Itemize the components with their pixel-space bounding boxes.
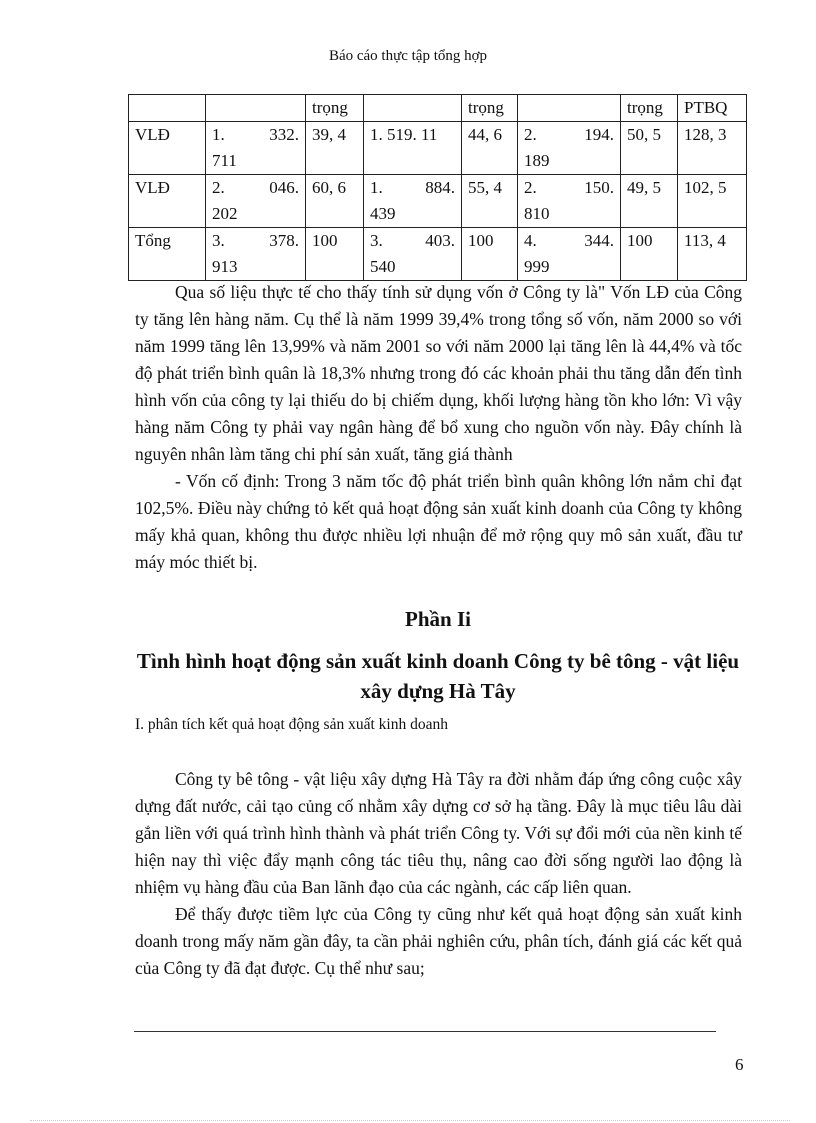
value-part: 913 — [212, 257, 238, 276]
header-cell — [129, 95, 206, 122]
value-cell — [364, 228, 462, 281]
value-part: 378. — [269, 231, 299, 250]
value-part: 4. — [524, 231, 537, 250]
value-cell — [364, 122, 462, 175]
value-cell — [518, 122, 621, 175]
value-part: 202 — [212, 204, 238, 223]
header-cell: trọng — [462, 95, 518, 122]
percent-cell: 100 — [462, 228, 518, 281]
value-part: 2. — [212, 178, 225, 197]
value-part: 189 — [524, 151, 550, 170]
percent-cell: 55, 4 — [462, 175, 518, 228]
header-cell: PTBQ — [678, 95, 747, 122]
section-label: Phần Ii — [405, 607, 471, 631]
table-row — [129, 228, 747, 281]
table-header-row — [129, 95, 747, 122]
value-part: 2. — [524, 178, 537, 197]
percent-cell: 44, 6 — [462, 122, 518, 175]
value-part: 1. — [370, 178, 383, 197]
value-cell — [364, 175, 462, 228]
header-cell: trọng — [621, 95, 678, 122]
percent-cell: 39, 4 — [306, 122, 364, 175]
percent-cell: 50, 5 — [621, 122, 678, 175]
value-part: 150. — [584, 178, 614, 197]
value-cell — [206, 175, 306, 228]
value-part: 2. — [524, 125, 537, 144]
value-part: 810 — [524, 204, 550, 223]
page-header: Báo cáo thực tập tổng hợp — [328, 48, 488, 64]
ptbq-cell: 102, 5 — [678, 175, 747, 228]
value-part: 1. — [212, 125, 225, 144]
intro-text — [135, 766, 742, 982]
capital-table — [128, 94, 747, 281]
row-label: VLĐ — [129, 122, 206, 175]
percent-cell: 100 — [306, 228, 364, 281]
value-cell — [518, 175, 621, 228]
value-cell — [518, 228, 621, 281]
value-part: 403. — [425, 231, 455, 250]
percent-cell: 60, 6 — [306, 175, 364, 228]
analysis-text — [135, 279, 742, 576]
value-part: 439 — [370, 204, 396, 223]
section-title: Tình hình hoạt động sản xuất kinh doanh Công ty bê tông - vật liệu xây dựng Hà Tây — [136, 649, 740, 703]
paragraph: Để thấy được tiềm lực của Công ty cũng như kết quả hoạt động sản xuất kinh doanh trong mấy năm gần đây, ta cần phải nghiên cứu, phân tích, đánh giá các kết quả của Công ty đã đạt được. Cụ thể như sau; — [135, 904, 742, 978]
paragraph: Qua số liệu thực tế cho thấy tính sử dụng vốn ở Công ty là" Vốn LĐ của Công ty tăng lên hàng năm. Cụ thể là năm 1999 39,4% trong tổng số vốn, năm 2000 so với năm 1999 tăng lên 13,99% và năm 2001 so với năm 2000 lại tăng lên là 44,4% và tốc độ phát triển bình quân là 18,3% nhưng trong đó các khoản phải thu tăng dẫn đến tình hình vốn của công ty lại thiếu do bị chiếm dụng, khối lượng hàng tồn kho lớn: Vì vậy hàng năm Công ty phải vay ngân hàng để bổ xung cho nguồn vốn này. Đây chính là nguyên nhân làm tăng chi phí sản xuất, tăng giá thành — [135, 282, 742, 464]
header-cell — [206, 95, 306, 122]
value-part: 711 — [212, 151, 237, 170]
table-row — [129, 175, 747, 228]
paragraph: - Vốn cố định: Trong 3 năm tốc độ phát triển bình quân không lớn nắm chỉ đạt 102,5%. Điều này chứng tỏ kết quả hoạt động sản xuất kinh doanh của Công ty không mấy khả quan, không thu được nhiều lợi nhuận để mở rộng quy mô sản xuất, đầu tư máy móc thiết bị. — [135, 471, 742, 572]
value-part: 3. — [370, 231, 383, 250]
paragraph: Công ty bê tông - vật liệu xây dựng Hà Tây ra đời nhằm đáp ứng công cuộc xây dựng đất nước, cải tạo củng cố nhằm xây dựng cơ sở hạ tầng. Đây là mục tiêu lâu dài gắn liền với quá trình hình thành và phát triển Công ty. Với sự đổi mới của nền kinh tế hiện nay thì việc đẩy mạnh công tác tiêu thụ, nâng cao đời sống người lao động là nhiệm vụ hàng đầu của Ban lãnh đạo của các ngành, các cấp liên quan. — [135, 769, 742, 897]
value-part: 884. — [425, 178, 455, 197]
value-part: 540 — [370, 257, 396, 276]
value-part: 194. — [584, 125, 614, 144]
row-label: VLĐ — [129, 175, 206, 228]
value-part: 1. 519. 11 — [370, 125, 438, 144]
row-label: Tổng — [129, 228, 206, 281]
table-row — [129, 122, 747, 175]
percent-cell: 49, 5 — [621, 175, 678, 228]
percent-cell: 100 — [621, 228, 678, 281]
value-cell — [206, 122, 306, 175]
value-part: 332. — [269, 125, 299, 144]
value-part: 999 — [524, 257, 550, 276]
ptbq-cell: 128, 3 — [678, 122, 747, 175]
page-number: 6 — [735, 1055, 744, 1074]
value-part: 344. — [584, 231, 614, 250]
value-part: 3. — [212, 231, 225, 250]
ptbq-cell: 113, 4 — [678, 228, 747, 281]
header-cell: trọng — [306, 95, 364, 122]
footer-rule — [134, 1031, 716, 1032]
page-edge-divider — [30, 1120, 790, 1121]
header-cell — [364, 95, 462, 122]
subheading: I. phân tích kết quả hoạt động sản xuất kinh doanh — [135, 716, 448, 733]
header-cell — [518, 95, 621, 122]
value-cell — [206, 228, 306, 281]
value-part: 046. — [269, 178, 299, 197]
